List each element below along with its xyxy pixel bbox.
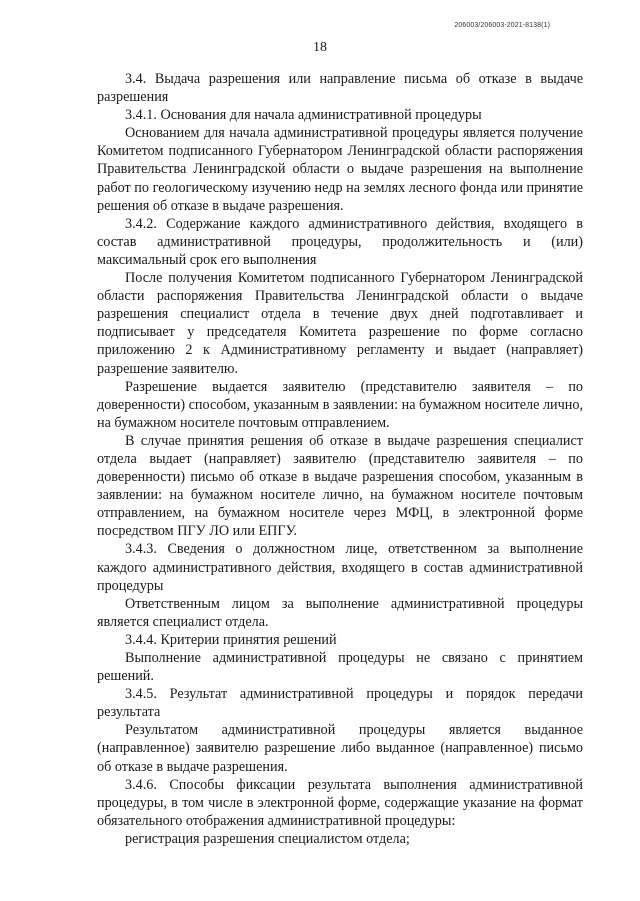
subsection-heading-3-4-5: 3.4.5. Результат административной процедуры и порядок передачи результата — [97, 686, 583, 721]
document-body — [97, 70, 583, 848]
subsection-heading-3-4-3: 3.4.3. Сведения о должностном лице, ответственном за выполнение каждого административного действия, входящего в состав административной процедуры — [97, 541, 583, 594]
page-number: 18 — [313, 40, 327, 55]
body-paragraph: Результатом административной процедуры является выданное (направленное) заявителю разрешение либо выданное (направленное) письмо об отказе в выдаче разрешения. — [97, 722, 583, 775]
subsection-heading-3-4-4: 3.4.4. Критерии принятия решений — [125, 631, 337, 648]
body-paragraph: Разрешение выдается заявителю (представителю заявителя – по доверенности) способом, указанным в заявлении: на бумажном носителе лично, на бумажном носителе почтовым отправлением. — [97, 378, 583, 431]
body-paragraph: В случае принятия решения об отказе в выдаче разрешения специалист отдела выдает (направляет) заявителю (представителю заявителя – по доверенности) письмо об отказе в выдаче разрешения способом, указанным в заявлении: на бумажном носителе лично, на бумажном носителе почтовым отправлением, на бумажном носителе через МФЦ, в электронной форме посредством ПГУ ЛО или ЕПГУ. — [97, 432, 583, 540]
body-paragraph: Выполнение административной процедуры не связано с принятием решений. — [97, 650, 583, 685]
body-paragraph: После получения Комитетом подписанного Губернатором Ленинградской области распоряжения Правительства Ленинградской области о выдаче разрешения специалист отдела в течение двух дней подготавливает и подписывает у председателя Комитета разрешение по форме согласно приложению 2 к Административному регламенту и выдает (направляет) разрешение заявителю. — [97, 270, 583, 377]
document-id-stamp: 206003/206003-2021-8138(1) — [454, 22, 550, 29]
body-paragraph: регистрация разрешения специалистом отдела; — [125, 830, 410, 847]
body-paragraph: Основанием для начала административной процедуры является получение Комитетом подписанного Губернатором Ленинградской области распоряжения Правительства Ленинградской области о выдаче разрешения на выполнение работ по геологическому изучению недр на землях лесного фонда или принятие решения об отказе в выдаче разрешения. — [97, 125, 583, 214]
body-paragraph: Ответственным лицом за выполнение административной процедуры является специалист отдела. — [97, 595, 583, 630]
subsection-heading-3-4-6: 3.4.6. Способы фиксации результата выполнения административной процедуры, в том числе в электронной форме, содержащие указание на формат обязательного отображения административной процедуры: — [97, 776, 583, 829]
subsection-heading-3-4-2: 3.4.2. Содержание каждого административного действия, входящего в состав административной процедуры, продолжительность и (или) максимальный срок его выполнения — [97, 215, 583, 268]
subsection-heading-3-4-1: 3.4.1. Основания для начала административной процедуры — [125, 107, 482, 124]
section-heading-3-4: 3.4. Выдача разрешения или направление письма об отказе в выдаче разрешения — [97, 71, 583, 106]
